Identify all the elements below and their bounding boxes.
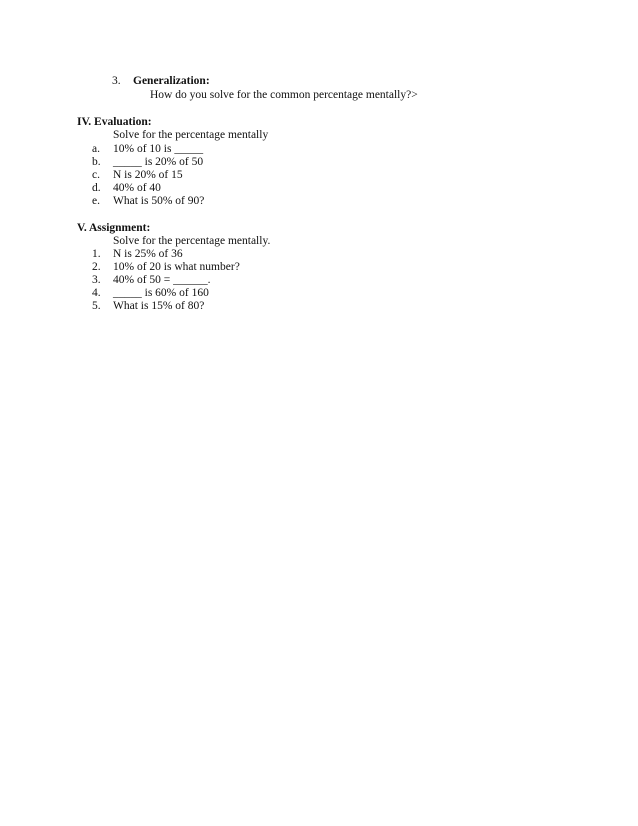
- assignment-heading: V. Assignment:: [77, 222, 151, 234]
- evaluation-item-text: 10% of 10 is _____: [113, 143, 204, 155]
- evaluation-item-marker: b.: [92, 156, 101, 168]
- assignment-item: [92, 261, 240, 274]
- assignment-item: [92, 274, 211, 287]
- evaluation-item-marker: c.: [92, 169, 100, 181]
- evaluation-item: [92, 169, 183, 182]
- assignment-item-text: What is 15% of 80?: [113, 300, 205, 312]
- evaluation-item-text: What is 50% of 90?: [113, 195, 205, 207]
- assignment-item-text: 40% of 50 = ______.: [113, 274, 211, 286]
- assignment-item-marker: 2.: [92, 261, 101, 273]
- assignment-item-text: _____ is 60% of 160: [113, 287, 209, 299]
- evaluation-item: [92, 195, 204, 208]
- evaluation-heading: IV. Evaluation:: [77, 116, 152, 128]
- generalization-question: How do you solve for the common percentage mentally?>: [150, 89, 418, 101]
- evaluation-item-marker: e.: [92, 195, 100, 207]
- assignment-item-marker: 1.: [92, 248, 101, 260]
- assignment-item-marker: 5.: [92, 300, 101, 312]
- assignment-instruction: Solve for the percentage mentally.: [113, 235, 271, 247]
- evaluation-item: [92, 143, 203, 156]
- assignment-item-marker: 4.: [92, 287, 101, 299]
- assignment-item-text: 10% of 20 is what number?: [113, 261, 240, 273]
- evaluation-item: [92, 156, 203, 169]
- evaluation-item-marker: a.: [92, 143, 100, 155]
- assignment-item: [92, 287, 209, 300]
- assignment-item-marker: 3.: [92, 274, 101, 286]
- evaluation-item-marker: d.: [92, 182, 101, 194]
- assignment-item: [92, 248, 183, 261]
- generalization-heading: Generalization:: [133, 75, 210, 87]
- evaluation-item-text: _____ is 20% of 50: [113, 156, 204, 168]
- evaluation-item: [92, 182, 161, 195]
- evaluation-item-text: N is 20% of 15: [113, 169, 183, 181]
- generalization-number: 3.: [112, 75, 121, 87]
- assignment-item-text: N is 25% of 36: [113, 248, 183, 260]
- generalization-heading-row: [112, 75, 210, 88]
- evaluation-item-text: 40% of 40: [113, 182, 161, 194]
- assignment-item: [92, 300, 204, 313]
- evaluation-instruction: Solve for the percentage mentally: [113, 129, 269, 141]
